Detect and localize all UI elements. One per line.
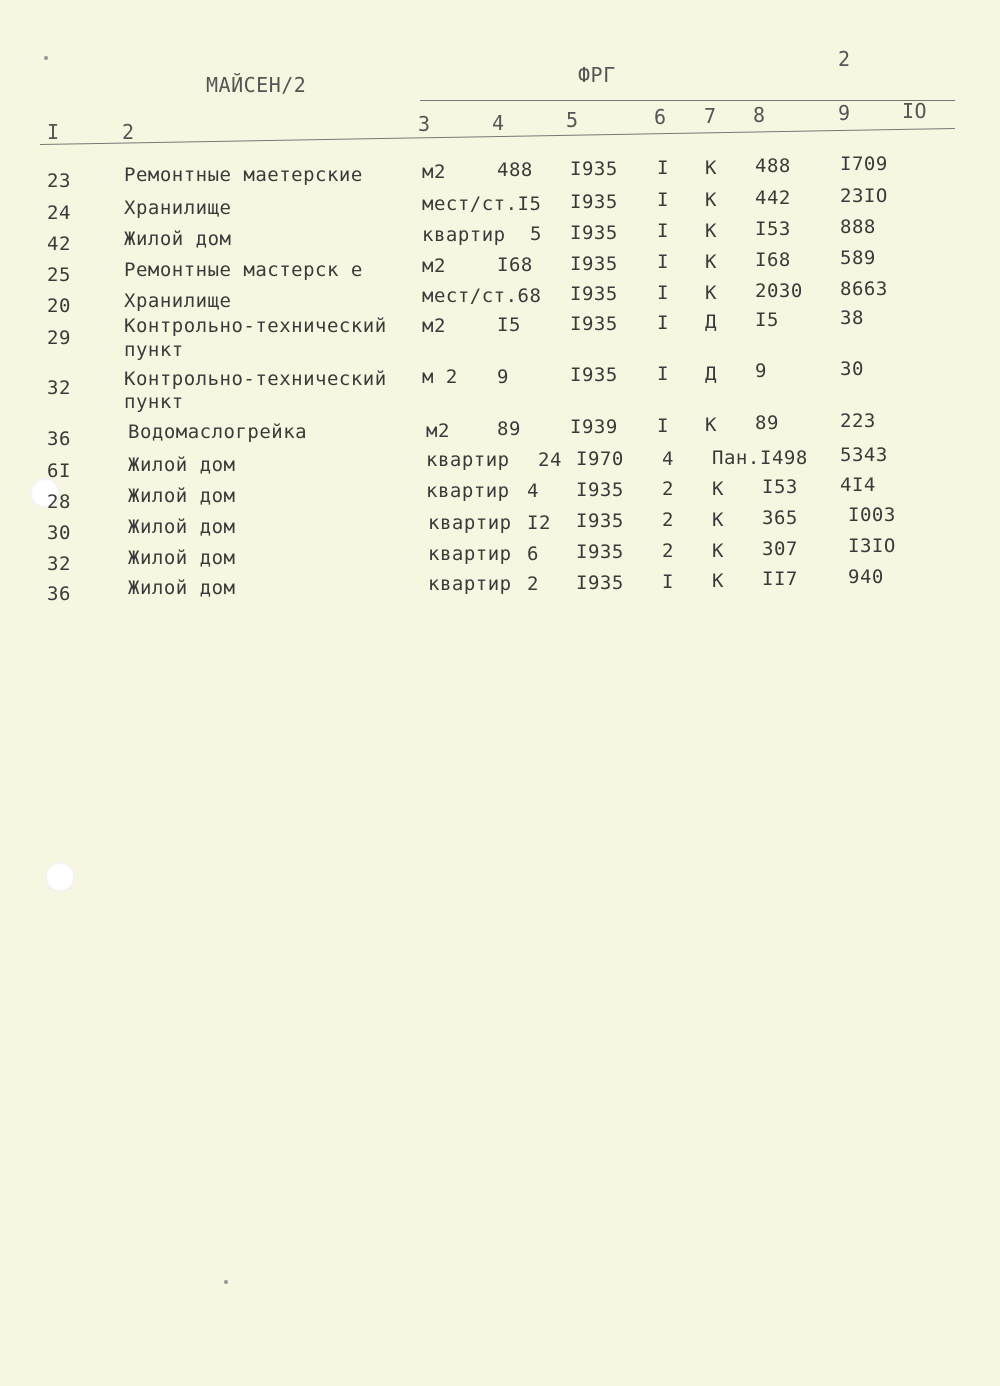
col-6: 4 xyxy=(662,448,674,470)
year: I935 xyxy=(576,572,624,594)
col-7: К xyxy=(712,570,724,592)
row-number: 25 xyxy=(47,264,71,286)
col-9: 589 xyxy=(840,247,876,269)
year: I970 xyxy=(576,448,624,470)
col-9: I3IO xyxy=(848,535,896,557)
col-6: 2 xyxy=(662,478,674,500)
quantity: 488 xyxy=(497,159,533,181)
unit: квартир xyxy=(428,573,512,595)
unit: квартир xyxy=(422,224,506,246)
object-name: Контрольно-технический xyxy=(124,315,387,337)
col-9: I709 xyxy=(840,153,888,175)
year: I939 xyxy=(570,416,618,438)
row-number: 42 xyxy=(47,233,71,255)
col-8: 2030 xyxy=(755,280,803,302)
column-header-6: 6 xyxy=(654,105,667,129)
year: I935 xyxy=(570,191,618,213)
col-9: 30 xyxy=(840,358,864,380)
col-9: 4I4 xyxy=(840,474,876,496)
object-name: Жилой дом xyxy=(128,577,236,599)
column-header-8: 8 xyxy=(753,103,766,127)
col-9: 888 xyxy=(840,216,876,238)
col-9: 23IO xyxy=(840,185,888,207)
col-7: К xyxy=(705,220,717,242)
col-6: I xyxy=(657,251,669,273)
quantity: 6 xyxy=(527,543,539,565)
speck xyxy=(44,56,48,60)
col-6: I xyxy=(657,282,669,304)
column-header-5: 5 xyxy=(566,108,579,132)
unit: мест/ст.I5 xyxy=(422,193,542,215)
row-number: 20 xyxy=(47,295,71,317)
col-8: 365 xyxy=(762,507,798,529)
object-name: Водомаслогрейка xyxy=(128,421,308,443)
col-9: 8663 xyxy=(840,278,888,300)
unit: квартир xyxy=(428,543,512,565)
col-6: I xyxy=(657,157,669,179)
col-9: 5343 xyxy=(840,444,888,466)
unit: м2 xyxy=(422,315,446,337)
col-8: 89 xyxy=(755,412,779,434)
col-8: I5 xyxy=(755,309,779,331)
col-8: I53 xyxy=(755,218,791,240)
col-7: К xyxy=(705,157,717,179)
object-name: Контрольно-технический xyxy=(124,368,387,390)
quantity: 89 xyxy=(497,418,521,440)
quantity: I68 xyxy=(497,254,533,276)
table-row xyxy=(0,358,1000,413)
col-6: I xyxy=(657,312,669,334)
table-row xyxy=(0,566,1000,610)
row-number: 32 xyxy=(47,553,71,575)
row-number: 32 xyxy=(47,377,71,399)
col-6: I xyxy=(657,415,669,437)
object-name: Ремонтные маетерские xyxy=(124,164,363,186)
col-8: 442 xyxy=(755,187,791,209)
quantity: 5 xyxy=(530,223,542,245)
col-6: 2 xyxy=(662,509,674,531)
header-country: ФРГ xyxy=(578,63,616,87)
col-8: 307 xyxy=(762,538,798,560)
col-6: I xyxy=(657,189,669,211)
col-7: Д xyxy=(705,363,717,385)
year: I935 xyxy=(570,283,618,305)
object-name: Хранилище xyxy=(124,197,232,219)
unit: м2 xyxy=(422,161,446,183)
object-name: Жилой дом xyxy=(128,547,236,569)
col-7: К xyxy=(712,509,724,531)
col-8: II7 xyxy=(762,568,798,590)
object-name: Ремонтные мастерск е xyxy=(124,259,363,281)
row-number: 36 xyxy=(47,583,71,605)
col-6: I xyxy=(657,220,669,242)
object-name: Жилой дом xyxy=(128,516,236,538)
column-header-3: 3 xyxy=(418,112,431,136)
row-number: 29 xyxy=(47,327,71,349)
col-6: I xyxy=(657,363,669,385)
page-number: 2 xyxy=(838,47,851,71)
object-name: Хранилище xyxy=(124,290,232,312)
row-number: 28 xyxy=(47,491,71,513)
col-7: Д xyxy=(705,311,717,333)
col-7: К xyxy=(705,189,717,211)
quantity: I2 xyxy=(527,512,551,534)
col-7: К xyxy=(712,478,724,500)
col-6: 2 xyxy=(662,540,674,562)
header-place: МАЙСЕН/2 xyxy=(206,73,307,97)
object-name-continuation: пункт xyxy=(124,339,184,361)
column-header-10: IO xyxy=(902,99,928,123)
quantity: 9 xyxy=(497,366,509,388)
column-header-9: 9 xyxy=(838,101,851,125)
header-rule-top xyxy=(420,100,955,101)
row-number: 6I xyxy=(47,460,71,482)
col-9: 940 xyxy=(848,566,884,588)
column-header-2: 2 xyxy=(122,120,135,144)
col-6: I xyxy=(662,571,674,593)
col-9: I003 xyxy=(848,504,896,526)
object-name: Жилой дом xyxy=(124,228,232,250)
column-header-4: 4 xyxy=(492,111,505,135)
row-number: 24 xyxy=(47,202,71,224)
quantity: 2 xyxy=(527,573,539,595)
col-7: К xyxy=(705,251,717,273)
col-8: I68 xyxy=(755,249,791,271)
col-9: 38 xyxy=(840,307,864,329)
unit: квартир xyxy=(426,449,510,471)
punch-hole-bottom xyxy=(45,862,75,892)
column-header-7: 7 xyxy=(704,104,717,128)
col-8: I53 xyxy=(762,476,798,498)
year: I935 xyxy=(576,541,624,563)
col-8: 488 xyxy=(755,155,791,177)
quantity: 4 xyxy=(527,480,539,502)
col-7: К xyxy=(705,414,717,436)
object-name: Жилой дом xyxy=(128,485,236,507)
year: I935 xyxy=(570,313,618,335)
quantity: I5 xyxy=(497,314,521,336)
year: I935 xyxy=(570,364,618,386)
year: I935 xyxy=(576,510,624,532)
column-header-1: I xyxy=(47,120,60,144)
quantity: 24 xyxy=(538,449,562,471)
row-number: 36 xyxy=(47,428,71,450)
unit: м 2 xyxy=(422,366,458,388)
col-8: I498 xyxy=(760,447,808,469)
col-7: Пан. xyxy=(712,447,760,469)
object-name: Жилой дом xyxy=(128,454,236,476)
year: I935 xyxy=(576,479,624,501)
col-7: К xyxy=(712,540,724,562)
table-row xyxy=(0,307,1000,361)
row-number: 30 xyxy=(47,522,71,544)
unit: мест/ст.68 xyxy=(422,285,542,307)
year: I935 xyxy=(570,158,618,180)
unit: м2 xyxy=(422,255,446,277)
col-8: 9 xyxy=(755,360,767,382)
year: I935 xyxy=(570,222,618,244)
speck xyxy=(224,1280,228,1284)
col-9: 223 xyxy=(840,410,876,432)
row-number: 23 xyxy=(47,170,71,192)
col-7: К xyxy=(705,282,717,304)
unit: квартир xyxy=(426,480,510,502)
unit: квартир xyxy=(428,512,512,534)
object-name-continuation: пункт xyxy=(124,391,184,413)
year: I935 xyxy=(570,253,618,275)
unit: м2 xyxy=(426,420,450,442)
